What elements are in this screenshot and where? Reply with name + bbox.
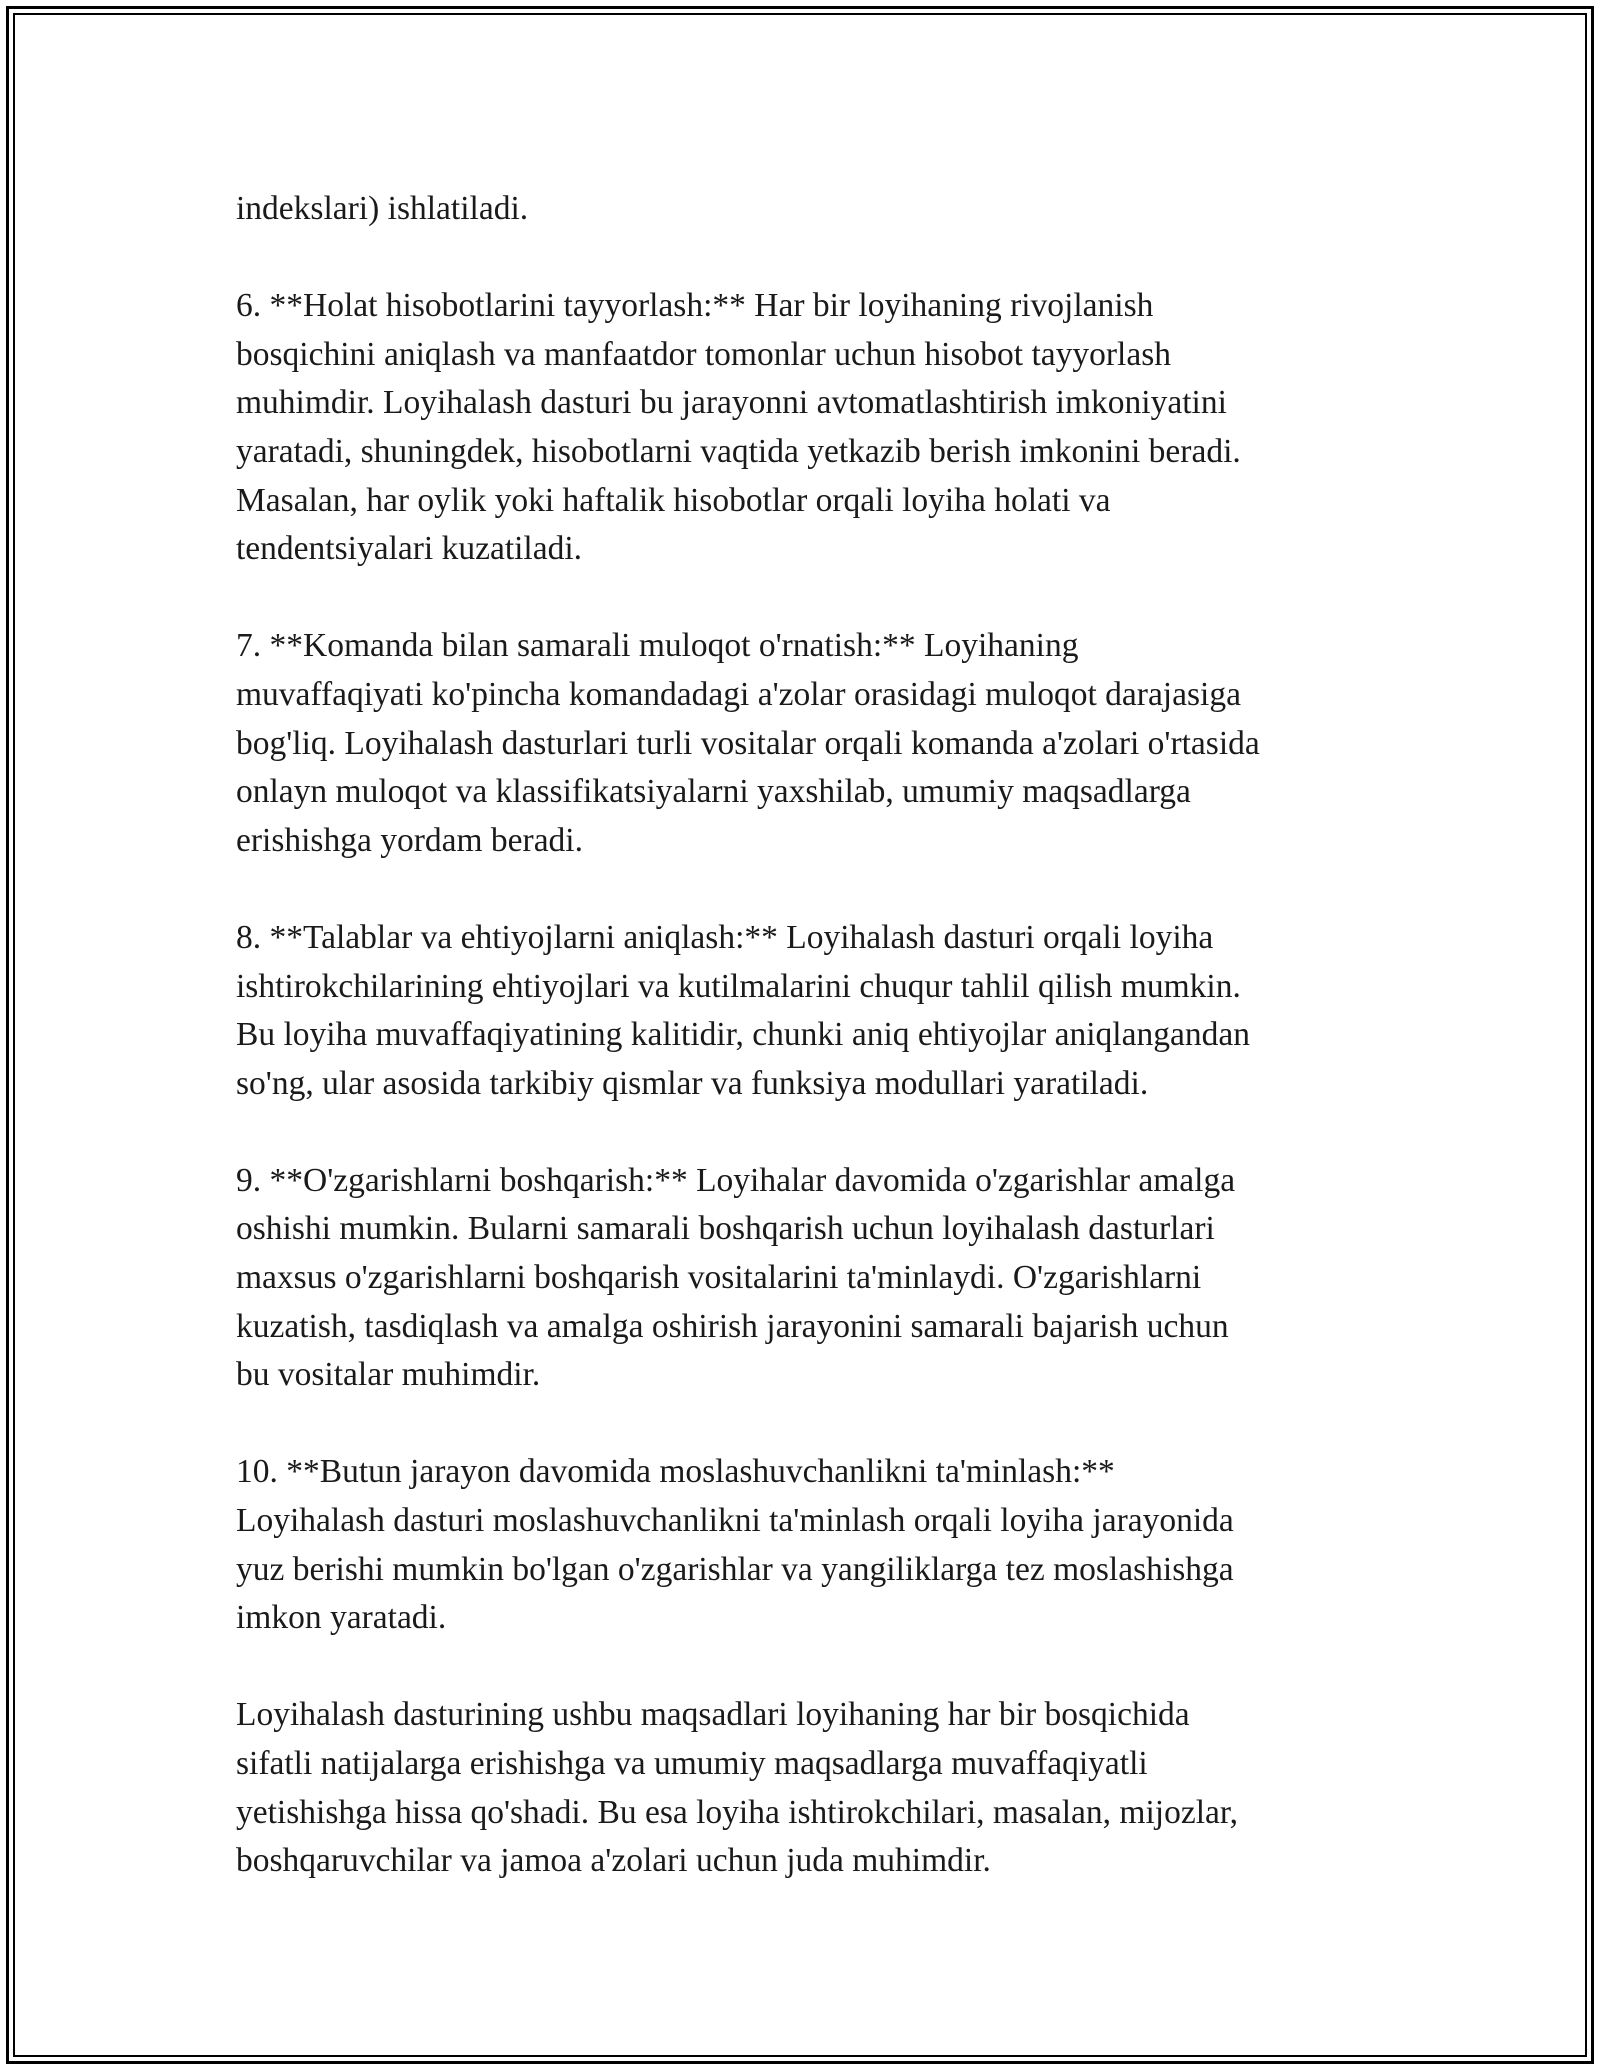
document-body (236, 185, 1376, 1934)
text-line: maxsus o'zgarishlarni boshqarish vositalarini ta'minlaydi. O'zgarishlarni (236, 1259, 1202, 1297)
text-line: sifatli natijalarga erishishga va umumiy maqsadlarga muvaffaqiyatli (236, 1745, 1148, 1782)
paragraph-item-9 (236, 1157, 1376, 1400)
text-line: 7. **Komanda bilan samarali muloqot o'rnatish:** Loyihaning (236, 627, 1079, 665)
text-line: yaratadi, shuningdek, hisobotlarni vaqtida yetkazib berish imkonini beradi. (236, 432, 1241, 470)
text-line: imkon yaratadi. (236, 1599, 447, 1637)
text-line: so'ng, ular asosida tarkibiy qismlar va funksiya modullari yaratiladi. (236, 1064, 1149, 1102)
text-line: oshishi mumkin. Bularni samarali boshqarish uchun loyihalash dasturlari (236, 1210, 1215, 1248)
text-line: ishtirokchilarining ehtiyojlari va kutilmalarini chuqur tahlil qilish mumkin. (236, 967, 1241, 1005)
text-line: 8. **Talablar va ehtiyojlarni aniqlash:** Loyihalash dasturi orqali loyiha (236, 918, 1214, 956)
paragraph-item-7 (236, 622, 1376, 865)
text-line: bog'liq. Loyihalash dasturlari turli vositalar orqali komanda a'zolari o'rtasida (236, 724, 1260, 762)
paragraph-item-6 (236, 282, 1376, 574)
text-line: boshqaruvchilar va jamoa a'zolari uchun juda muhimdir. (236, 1842, 991, 1880)
text-line: 10. **Butun jarayon davomida moslashuvchanlikni ta'minlash:** (236, 1453, 1115, 1491)
text-line: erishishga yordam beradi. (236, 821, 583, 859)
paragraph-conclusion (236, 1691, 1376, 1885)
paragraph-item-10 (236, 1448, 1376, 1642)
text-line: kuzatish, tasdiqlash va amalga oshirish jarayonini samarali bajarish uchun (236, 1307, 1229, 1345)
text-line: muvaffaqiyati ko'pincha komandadagi a'zolar orasidagi muloqot darajasiga (236, 675, 1241, 713)
text-line: Loyihalash dasturi moslashuvchanlikni ta'minlash orqali loyiha jarayonida (236, 1502, 1234, 1540)
text-line: onlayn muloqot va klassifikatsiyalarni yaxshilab, umumiy maqsadlarga (236, 773, 1191, 811)
paragraph-item-8 (236, 914, 1376, 1108)
text-line: bosqichini aniqlash va manfaatdor tomonlar uchun hisobot tayyorlash (236, 335, 1172, 373)
paragraph-continuation (236, 185, 1376, 234)
text-line: tendentsiyalari kuzatiladi. (236, 530, 583, 568)
text-line: 9. **O'zgarishlarni boshqarish:** Loyihalar davomida o'zgarishlar amalga (236, 1161, 1236, 1199)
text-line: yetishishga hissa qo'shadi. Bu esa loyiha ishtirokchilari, masalan, mijozlar, (236, 1793, 1239, 1831)
text-line: Masalan, har oylik yoki haftalik hisobotlar orqali loyiha holati va (236, 481, 1111, 519)
text-line: yuz berishi mumkin bo'lgan o'zgarishlar va yangiliklarga tez moslashishga (236, 1550, 1234, 1588)
text-line: 6. **Holat hisobotlarini tayyorlash:** Har bir loyihaning rivojlanish (236, 287, 1154, 325)
text-line: Bu loyiha muvaffaqiyatining kalitidir, chunki aniq ehtiyojlar aniqlangandan (236, 1016, 1250, 1054)
text-line: indekslari) ishlatiladi. (236, 190, 529, 227)
text-line: Loyihalash dasturining ushbu maqsadlari loyihaning har bir bosqichida (236, 1696, 1190, 1734)
text-line: muhimdir. Loyihalash dasturi bu jarayonni avtomatlashtirish imkoniyatini (236, 384, 1227, 422)
text-line: bu vositalar muhimdir. (236, 1356, 541, 1394)
